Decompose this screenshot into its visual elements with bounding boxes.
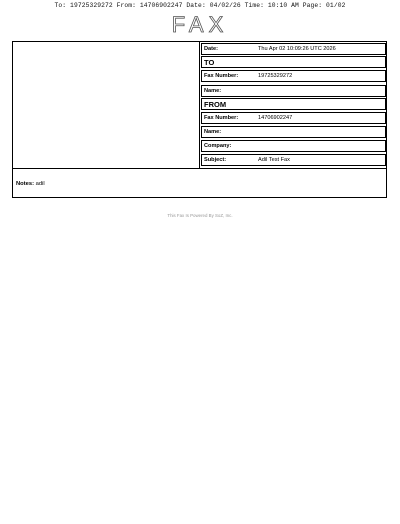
from-heading: FROM — [204, 100, 227, 109]
transmission-header: To: 19725329272 From: 14706902247 Date: 04/02/26 Time: 10:10 AM Page: 01/02 — [54, 2, 346, 9]
footer-note: This Fax Is Powered By SoZ, Inc. — [167, 213, 233, 218]
date-row — [201, 43, 386, 55]
notes-field — [16, 181, 45, 187]
from-name-label: Name: — [204, 129, 222, 135]
form-divider — [13, 168, 386, 169]
blank-area — [13, 42, 200, 168]
date-value: Thu Apr 02 10:09:26 UTC 2026 — [258, 46, 336, 52]
fax-title: FAX — [171, 12, 229, 37]
from-section-heading — [201, 98, 386, 110]
company-label: Company: — [204, 143, 232, 149]
from-name-row — [201, 126, 386, 138]
from-fax-label: Fax Number: — [204, 115, 239, 121]
notes-value: adil — [35, 181, 45, 187]
to-fax-value: 19725329272 — [258, 73, 293, 79]
subject-value: Adil Test Fax — [258, 157, 290, 163]
to-section-heading — [201, 56, 386, 68]
fax-cover-form — [12, 41, 387, 198]
to-heading: TO — [204, 58, 215, 67]
notes-label: Notes: — [16, 181, 35, 187]
subject-row — [201, 154, 386, 166]
date-label: Date: — [204, 46, 218, 52]
from-fax-value: 14706902247 — [258, 115, 293, 121]
to-name-row — [201, 85, 386, 97]
company-row — [201, 140, 386, 152]
to-fax-row — [201, 70, 386, 82]
subject-label: Subject: — [204, 157, 227, 163]
to-fax-label: Fax Number: — [204, 73, 239, 79]
to-name-label: Name: — [204, 88, 222, 94]
from-fax-row — [201, 112, 386, 124]
